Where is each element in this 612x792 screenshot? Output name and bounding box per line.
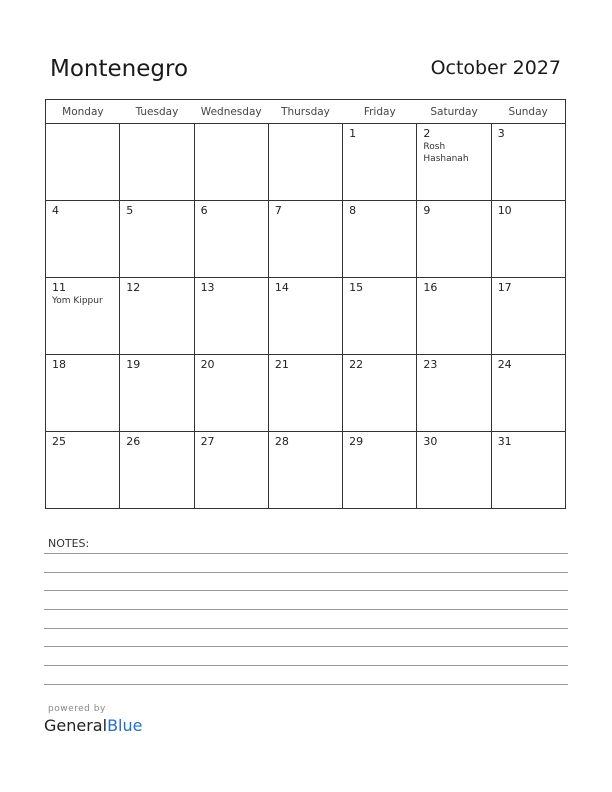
day-cell [268,355,342,432]
brand-general: General [44,716,108,735]
day-number: 13 [200,281,215,294]
notes-line [44,684,568,685]
day-number: 29 [349,435,364,448]
day-number: 28 [274,435,289,448]
weekday-header: Tuesday [120,100,194,124]
day-cell [46,278,120,355]
day-number: 17 [497,281,512,294]
notes-line [44,665,568,666]
day-cell [194,201,268,278]
day-number: 5 [126,204,134,217]
brand-logo [44,716,142,735]
day-cell [491,355,565,432]
country-title: Montenegro [50,56,189,82]
day-number: 3 [497,127,505,140]
brand-blue: Blue [107,716,143,735]
day-cell [343,432,417,509]
day-number: 23 [423,358,438,371]
notes-line [44,646,568,647]
day-cell [343,124,417,201]
day-cell [46,355,120,432]
holiday-label: Rosh Hashanah [423,142,469,164]
day-cell [417,278,491,355]
day-cell [417,432,491,509]
day-cell [417,355,491,432]
day-number: 22 [349,358,364,371]
day-number: 10 [497,204,512,217]
weekday-header-row [46,100,566,124]
day-cell [46,201,120,278]
weekday-header: Thursday [268,100,342,124]
day-cell [120,355,194,432]
day-cell [268,278,342,355]
weekday-header: Saturday [417,100,491,124]
day-cell [343,355,417,432]
day-number: 31 [497,435,512,448]
day-number: 12 [126,281,141,294]
holiday-label: Yom Kippur [52,296,103,306]
day-number: 26 [126,435,141,448]
weekday-header: Monday [46,100,120,124]
day-number: 15 [349,281,364,294]
day-cell [120,124,194,201]
day-number: 11 [52,281,66,294]
day-number: 6 [200,204,208,217]
week-row [46,124,566,201]
day-cell [417,124,491,201]
day-number: 20 [200,358,215,371]
notes-line [44,572,568,573]
day-cell [343,278,417,355]
notes-line [44,609,568,610]
day-cell [46,432,120,509]
day-cell [120,278,194,355]
day-cell [194,355,268,432]
day-number: 18 [52,358,66,371]
week-row [46,432,566,509]
weekday-header: Wednesday [194,100,268,124]
day-cell [194,432,268,509]
day-cell [268,124,342,201]
day-number: 8 [349,204,357,217]
week-row [46,278,566,355]
day-number: 14 [274,281,289,294]
day-cell [120,432,194,509]
notes-line [44,590,568,591]
day-number: 19 [126,358,141,371]
day-number: 30 [423,435,438,448]
week-row [46,355,566,432]
day-cell [417,201,491,278]
day-cell [268,432,342,509]
month-title: October 2027 [430,57,561,79]
day-cell [491,124,565,201]
calendar-grid [45,99,566,509]
day-number: 9 [423,204,431,217]
day-number: 4 [52,204,59,217]
day-number: 24 [497,358,512,371]
day-cell [46,124,120,201]
day-number: 16 [423,281,438,294]
day-number: 25 [52,435,66,448]
day-cell [120,201,194,278]
weekday-header: Sunday [491,100,565,124]
powered-by-text: powered by [48,704,106,714]
day-number: 27 [200,435,215,448]
notes-line [44,628,568,629]
day-cell [194,278,268,355]
day-cell [491,432,565,509]
day-cell [491,201,565,278]
notes-line [44,553,568,554]
week-row [46,201,566,278]
day-cell [491,278,565,355]
day-cell [268,201,342,278]
day-number: 7 [274,204,282,217]
day-cell [194,124,268,201]
notes-label: NOTES: [48,537,90,550]
day-number: 21 [274,358,289,371]
day-number: 1 [349,127,357,140]
day-number: 2 [423,127,431,140]
day-cell [343,201,417,278]
weekday-header: Friday [343,100,417,124]
